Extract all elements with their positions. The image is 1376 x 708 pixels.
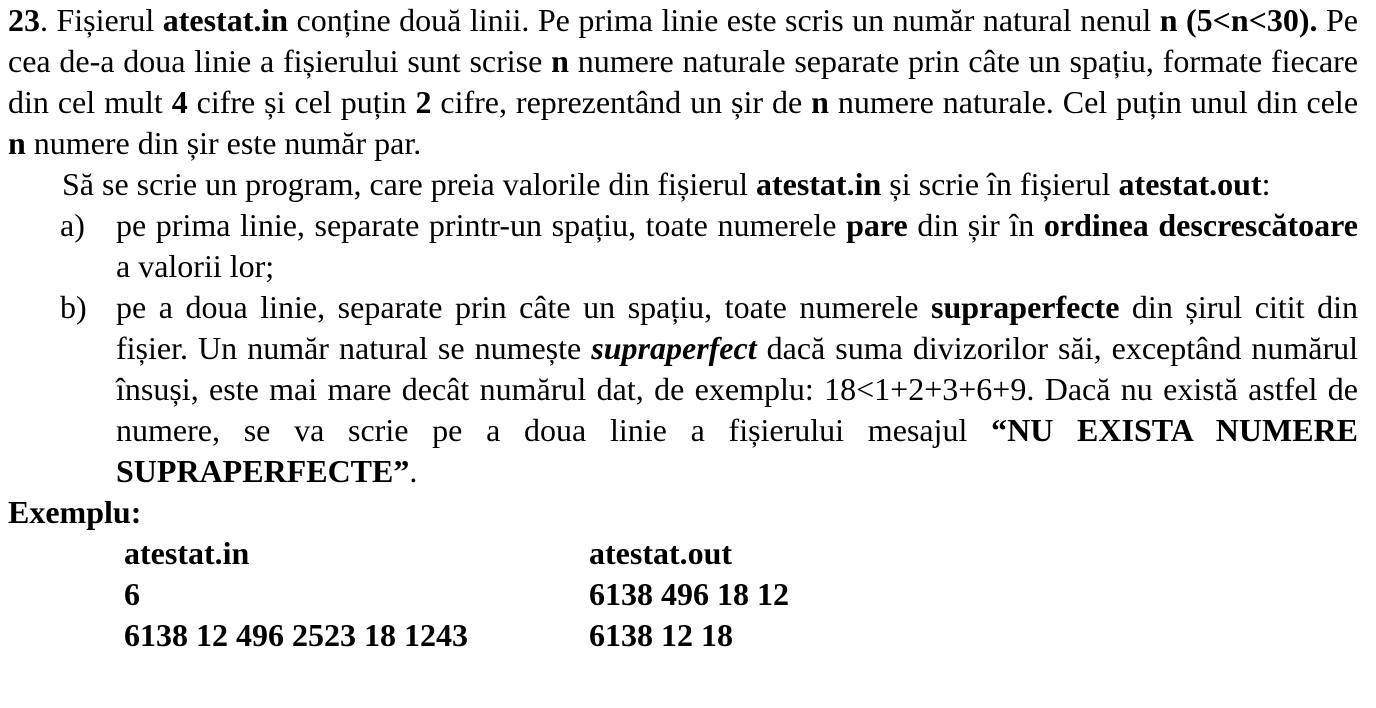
problem-statement-paragraph: 23. Fișierul atestat.in conține două linii. Pe prima linie este scris un număr natural nenul n (5<n<30). Pe cea de-a doua linie a fișierului sunt scrise n numere naturale separate prin câte un spațiu, formate fiecare din cel mult 4 cifre și cel puțin 2 cifre, reprezentând un șir de n numere naturale. Cel puțin unul din cele n numere din șir este număr par. <box>8 2 1359 161</box>
example-input-line: 6138 12 496 2523 18 1243 <box>124 617 468 653</box>
list-marker: b) <box>60 289 87 325</box>
example-output-header: atestat.out <box>589 535 733 571</box>
requirements-list <box>8 205 1358 492</box>
example-output-column <box>589 533 789 656</box>
input-filename: atestat.in <box>162 2 289 38</box>
example-input-line: 6 <box>124 576 140 612</box>
n-constraint: (5<n<30). <box>1185 2 1318 38</box>
example-output-line: 6138 12 18 <box>589 617 733 653</box>
list-marker: a) <box>60 207 85 243</box>
example-input-header: atestat.in <box>124 535 250 571</box>
no-result-message: “NU EXISTA NUMERE SUPRAPERFECTE” <box>116 412 1359 489</box>
problem-number: 23 <box>8 2 40 38</box>
example-input-column <box>124 533 468 656</box>
output-filename: atestat.out <box>1118 166 1262 202</box>
example-output-line: 6138 496 18 12 <box>589 576 789 612</box>
input-filename: atestat.in <box>755 166 882 202</box>
example-table <box>8 533 1358 656</box>
requirement-b: b) pe a doua linie, separate prin câte un spațiu, toate numerele supraperfecte din șirul citit din fișier. Un număr natural se numește supraperfect dacă suma divizorilor săi, exceptând numărul însuși, este mai mare decât numărul dat, de exemplu: 18<1+2+3+6+9. Dacă nu există astfel de numere, se va scrie pe a doua linie a fișierului mesajul “NU EXISTA NUMERE SUPRAPERFECTE”. <box>60 289 1359 489</box>
requirement-a: a) pe prima linie, separate printr-un spațiu, toate numerele pare din șir în ordinea descrescătoare a valorii lor; <box>60 207 1359 284</box>
task-paragraph: Să se scrie un program, care preia valorile din fișierul atestat.in și scrie în fișierul atestat.out: <box>62 166 1271 202</box>
term-definition: supraperfect <box>591 330 757 366</box>
example-heading: Exemplu: <box>8 494 142 530</box>
